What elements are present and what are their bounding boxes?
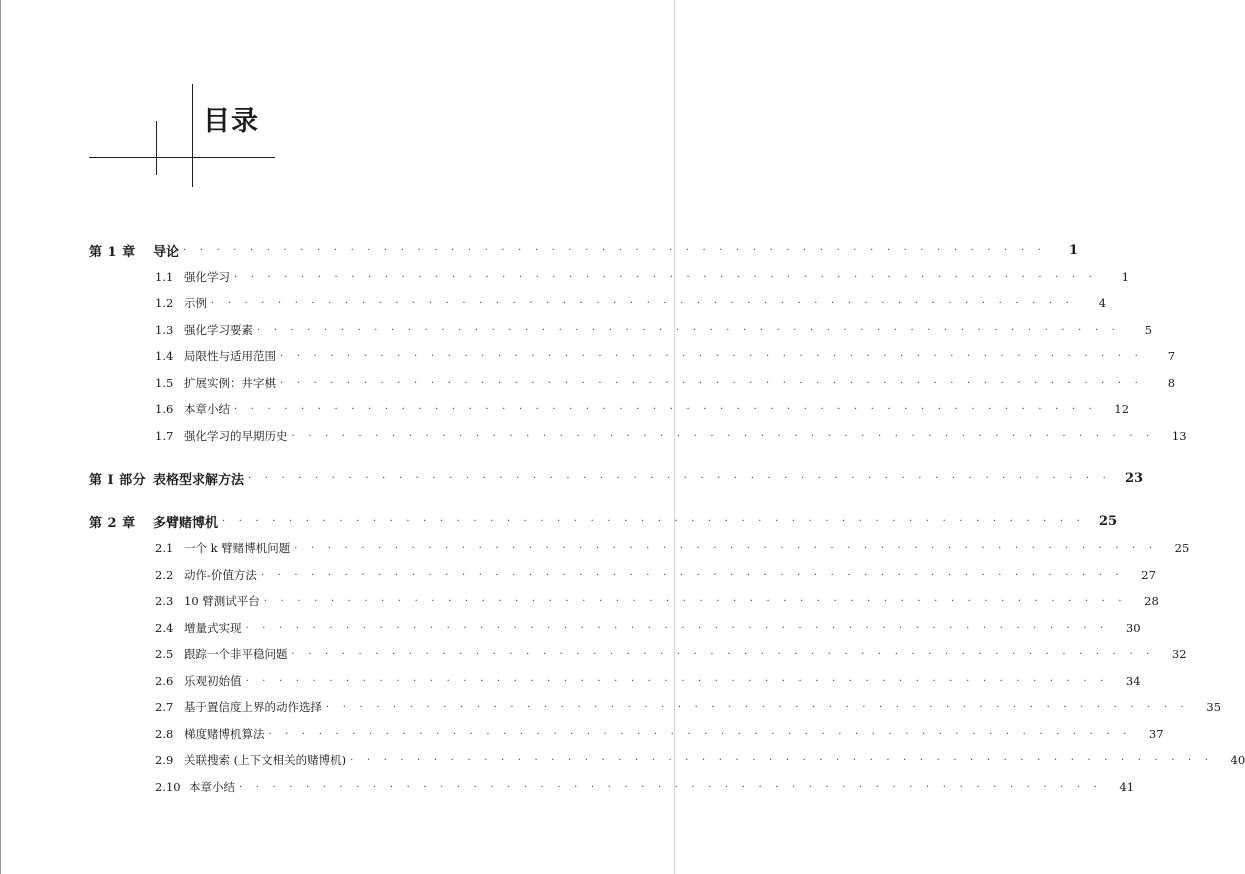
dot-leader: · · · · · · · · · · · · · · · · · · · · · · · · · · · · · · · · · · · · · · · · · · · · · · · · · · · · xyxy=(280,350,1144,362)
toc-section-row[interactable] xyxy=(0,539,1190,557)
dot-leader: · · · · · · · · · · · · · · · · · · · · · · · · · · · · · · · · · · · · · · · · · · · · · · · · · · · · xyxy=(268,728,1132,740)
toc-number: 2.4 xyxy=(155,621,174,635)
dot-leader: · · · · · · · · · · · · · · · · · · · · · · · · · · · · · · · · · · · · · · · · · · · · · · · · · · · · xyxy=(263,595,1127,607)
toc-number: 2.10 xyxy=(155,780,181,794)
toc-label: 多臂赌博机 xyxy=(153,515,219,531)
toc-number: 1.1 xyxy=(155,270,174,284)
toc-section-row[interactable] xyxy=(0,427,1187,445)
toc-label: 10 臂测试平台 xyxy=(184,594,260,608)
toc-label: 导论 xyxy=(153,244,180,260)
dot-leader: · · · · · · · · · · · · · · · · · · · · · · · · · · · · · · · · · · · · · · · · · · · · · · · · · · · · xyxy=(183,244,1047,256)
toc-page-number: 25 xyxy=(1098,513,1118,529)
toc-number: 2.1 xyxy=(155,541,174,555)
dot-leader: · · · · · · · · · · · · · · · · · · · · · · · · · · · · · · · · · · · · · · · · · · · · · · · · · · · · xyxy=(260,569,1124,581)
dot-leader: · · · · · · · · · · · · · · · · · · · · · · · · · · · · · · · · · · · · · · · · · · · · · · · · · · · · xyxy=(326,701,1190,713)
dot-leader: · · · · · · · · · · · · · · · · · · · · · · · · · · · · · · · · · · · · · · · · · · · · · · · · · · · · xyxy=(350,754,1214,766)
toc-section-row[interactable] xyxy=(0,672,1141,690)
toc-page-number: 8 xyxy=(1167,376,1176,390)
dot-leader: · · · · · · · · · · · · · · · · · · · · · · · · · · · · · · · · · · · · · · · · · · · · · · · · · · · · xyxy=(245,622,1109,634)
toc-number: 1.7 xyxy=(155,429,174,443)
dot-leader: · · · · · · · · · · · · · · · · · · · · · · · · · · · · · · · · · · · · · · · · · · · · · · · · · · · · xyxy=(234,271,1098,283)
toc-section-row[interactable] xyxy=(0,268,1130,286)
toc-label: 扩展实例：井字棋 xyxy=(184,376,276,390)
dot-leader: · · · · · · · · · · · · · · · · · · · · · · · · · · · · · · · · · · · · · · · · · · · · · · · · · · · · xyxy=(291,648,1155,660)
dot-leader: · · · · · · · · · · · · · · · · · · · · · · · · · · · · · · · · · · · · · · · · · · · · · · · · · · · · xyxy=(294,542,1158,554)
toc-section-row[interactable] xyxy=(0,778,1135,796)
toc-label: 强化学习的早期历史 xyxy=(184,429,288,443)
toc-page-number: 1 xyxy=(1121,270,1130,284)
toc-label: 跟踪一个非平稳问题 xyxy=(184,647,288,661)
toc-section-row[interactable] xyxy=(0,592,1159,610)
toc-number: 2.3 xyxy=(155,594,174,608)
toc-page-number: 37 xyxy=(1148,727,1164,741)
toc-label: 强化学习 xyxy=(184,270,230,284)
title-ornament-horizontal-rule xyxy=(89,157,275,158)
toc-page-number: 7 xyxy=(1167,349,1176,363)
toc-number: 2.7 xyxy=(155,700,174,714)
toc-page-number: 34 xyxy=(1125,674,1141,688)
toc-label: 表格型求解方法 xyxy=(153,472,245,488)
dot-leader: · · · · · · · · · · · · · · · · · · · · · · · · · · · · · · · · · · · · · · · · · · · · · · · · · · · · xyxy=(211,297,1075,309)
toc-number: 2.2 xyxy=(155,568,174,582)
toc-section-row[interactable] xyxy=(0,566,1156,584)
dot-leader: · · · · · · · · · · · · · · · · · · · · · · · · · · · · · · · · · · · · · · · · · · · · · · · · · · · · xyxy=(257,324,1121,336)
toc-label: 强化学习要素 xyxy=(184,323,253,337)
toc-page-number: 12 xyxy=(1114,402,1130,416)
page-title: 目录 xyxy=(203,106,259,137)
title-ornament-vertical-rule-short xyxy=(156,121,157,175)
toc-label: 关联搜索 (上下文相关的赌博机) xyxy=(184,753,347,767)
dot-leader: · · · · · · · · · · · · · · · · · · · · · · · · · · · · · · · · · · · · · · · · · · · · · · · · · · · · xyxy=(239,781,1103,793)
toc-label: 本章小结 xyxy=(189,780,235,794)
toc-number: 1.5 xyxy=(155,376,174,390)
toc-chapter-row[interactable] xyxy=(0,512,1118,531)
toc-label: 基于置信度上界的动作选择 xyxy=(184,700,322,714)
toc-page-number: 1 xyxy=(1068,242,1079,258)
toc-page-number: 41 xyxy=(1119,780,1135,794)
dot-leader: · · · · · · · · · · · · · · · · · · · · · · · · · · · · · · · · · · · · · · · · · · · · · · · · · · · · xyxy=(291,430,1155,442)
toc-number: 第 1 章 xyxy=(89,244,136,260)
toc-chapter-row[interactable] xyxy=(0,241,1079,260)
toc-section-row[interactable] xyxy=(0,619,1141,637)
toc-label: 本章小结 xyxy=(184,402,230,416)
toc-page-number: 5 xyxy=(1144,323,1153,337)
toc-label: 动作-价值方法 xyxy=(184,568,257,582)
toc-page-number: 23 xyxy=(1124,470,1144,486)
toc-page-number: 13 xyxy=(1171,429,1187,443)
toc-label: 局限性与适用范围 xyxy=(184,349,276,363)
toc-section-row[interactable] xyxy=(0,645,1187,663)
toc-label: 乐观初始值 xyxy=(184,674,242,688)
toc-number: 2.5 xyxy=(155,647,174,661)
toc-section-row[interactable] xyxy=(0,321,1153,339)
toc-section-row[interactable] xyxy=(0,751,1245,769)
toc-number: 2.9 xyxy=(155,753,174,767)
toc-number: 2.6 xyxy=(155,674,174,688)
toc-page-number: 40 xyxy=(1230,753,1245,767)
toc-section-row[interactable] xyxy=(0,347,1176,365)
toc-page-number: 27 xyxy=(1141,568,1156,582)
toc-section-row[interactable] xyxy=(0,294,1107,312)
toc-number: 1.2 xyxy=(155,296,174,310)
toc-section-row[interactable] xyxy=(0,374,1176,392)
toc-label: 一个 k 臂赌博机问题 xyxy=(184,541,291,555)
title-ornament-vertical-rule-long xyxy=(192,84,193,187)
toc-page-number: 4 xyxy=(1098,296,1107,310)
dot-leader: · · · · · · · · · · · · · · · · · · · · · · · · · · · · · · · · · · · · · · · · · · · · · · · · · · · · xyxy=(222,515,1086,527)
toc-number: 第 2 章 xyxy=(89,515,136,531)
toc-number: 1.6 xyxy=(155,402,174,416)
toc-page-number: 32 xyxy=(1171,647,1187,661)
toc-chapter-row[interactable] xyxy=(0,469,1144,488)
toc-section-row[interactable] xyxy=(0,725,1164,743)
toc-number: 第 I 部分 xyxy=(89,472,147,488)
toc-page-number: 30 xyxy=(1125,621,1141,635)
dot-leader: · · · · · · · · · · · · · · · · · · · · · · · · · · · · · · · · · · · · · · · · · · · · · · · · · · · · xyxy=(245,675,1109,687)
toc-number: 1.3 xyxy=(155,323,174,337)
toc-page-number: 28 xyxy=(1144,594,1159,608)
toc-section-row[interactable] xyxy=(0,698,1222,716)
toc-number: 2.8 xyxy=(155,727,174,741)
toc-number: 1.4 xyxy=(155,349,174,363)
toc-section-row[interactable] xyxy=(0,400,1130,418)
toc-label: 示例 xyxy=(184,296,207,310)
dot-leader: · · · · · · · · · · · · · · · · · · · · · · · · · · · · · · · · · · · · · · · · · · · · · · · · · · · · xyxy=(280,377,1144,389)
toc-label: 梯度赌博机算法 xyxy=(184,727,265,741)
dot-leader: · · · · · · · · · · · · · · · · · · · · · · · · · · · · · · · · · · · · · · · · · · · · · · · · · · · · xyxy=(248,472,1112,484)
toc-label: 增量式实现 xyxy=(184,621,242,635)
toc-page-number: 35 xyxy=(1206,700,1222,714)
toc-page-number: 25 xyxy=(1174,541,1190,555)
dot-leader: · · · · · · · · · · · · · · · · · · · · · · · · · · · · · · · · · · · · · · · · · · · · · · · · · · · · xyxy=(234,403,1098,415)
